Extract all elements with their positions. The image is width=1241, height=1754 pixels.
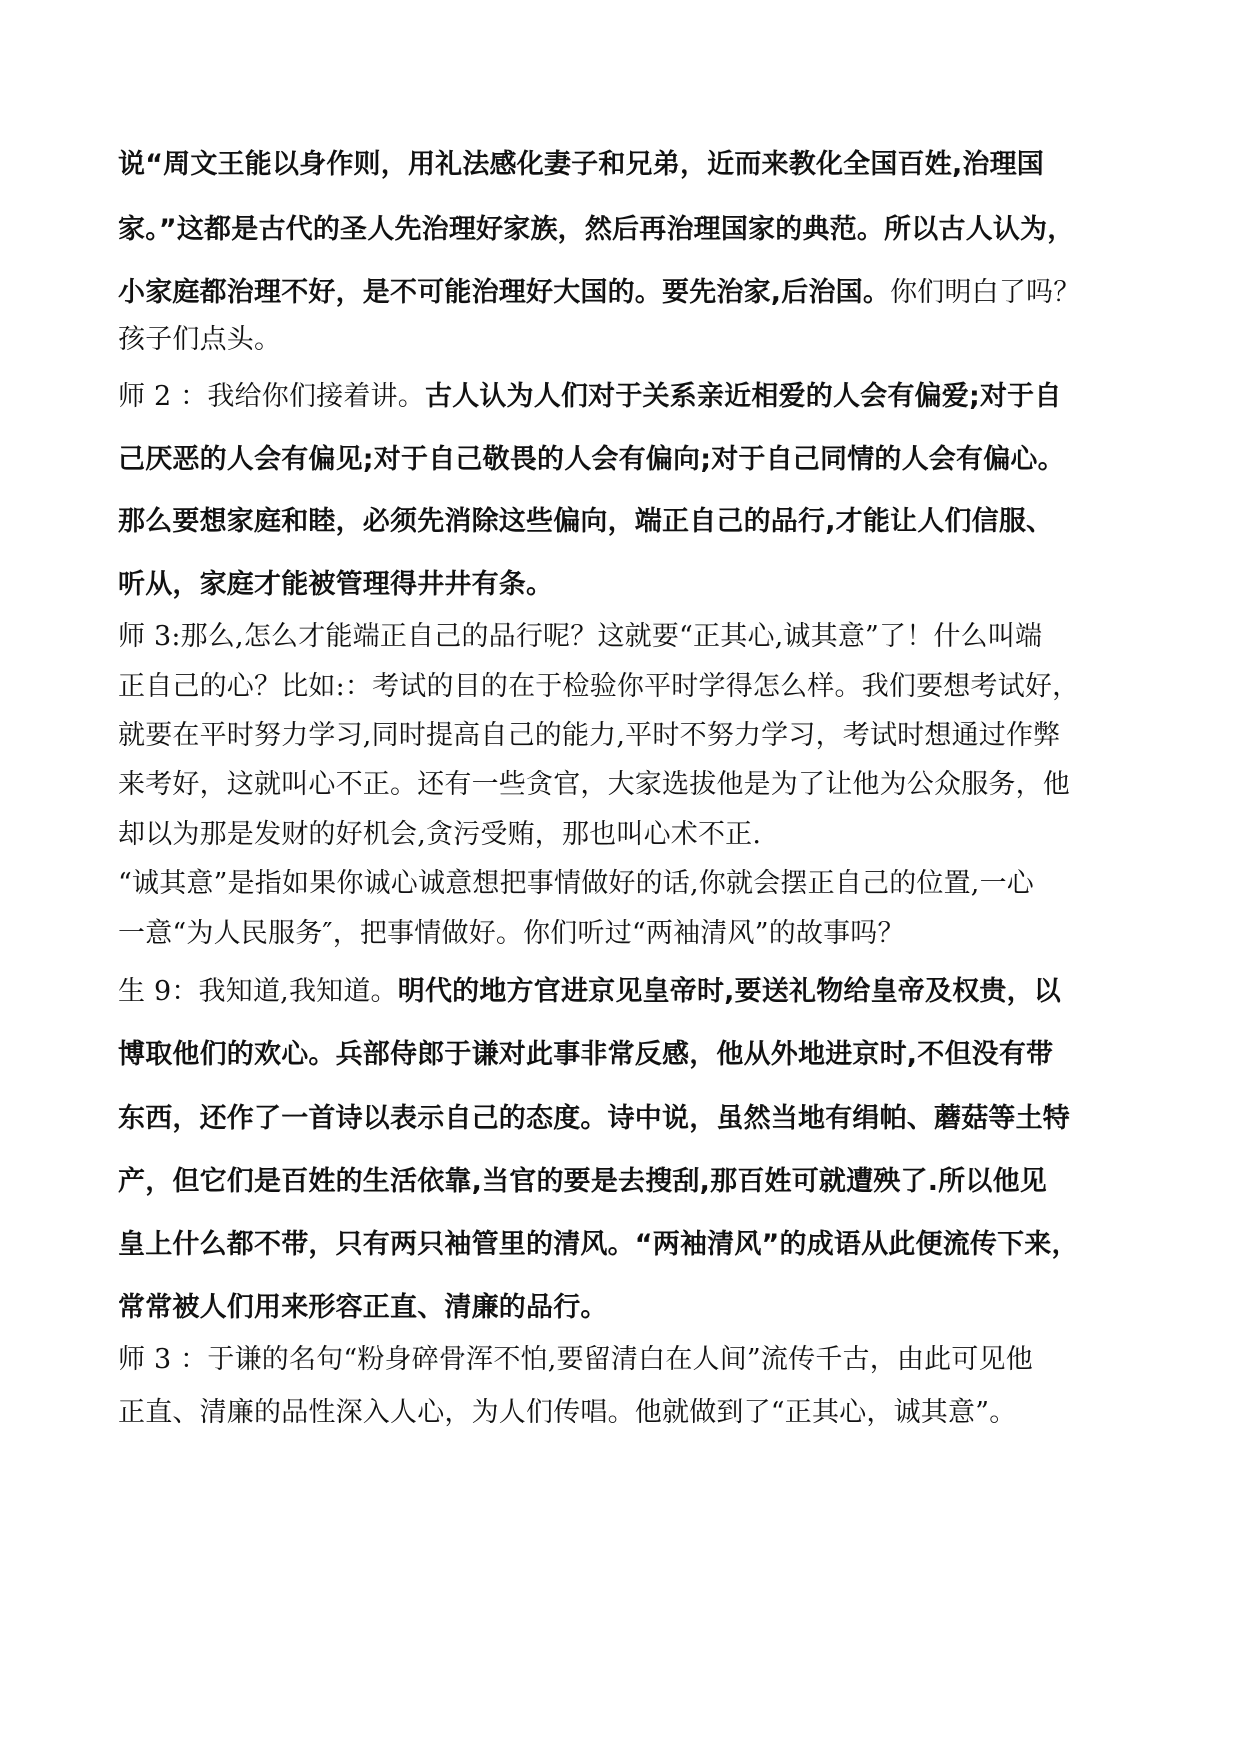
bold-text: 古人认为人们对于关系亲近相爱的人会有偏爱;对于自 [424, 381, 1062, 412]
text-line-14 [118, 864, 1128, 904]
bold-text: 己厌恶的人会有偏见;对于自己敬畏的人会有偏向;对于自己同情的人会有偏心。 [118, 444, 1065, 475]
regular-text: 却以为那是发财的好机会,贪污受贿，那也叫心术不正. [118, 819, 762, 850]
regular-text: 师 3 ：于谦的名句“粉身碎骨浑不怕,要留清白在人间”流传千古，由此可见他 [118, 1344, 1033, 1375]
regular-text: 生 9：我知道,我知道。 [118, 976, 398, 1007]
text-line-8 [118, 565, 1128, 605]
text-line-18 [118, 1099, 1128, 1139]
text-line-3 [118, 273, 1128, 313]
regular-text: 师 3:那么,怎么才能端正自己的品行呢？这就要“正其心,诚其意”了！什么叫端 [118, 621, 1043, 652]
bold-text: 明代的地方官进京见皇帝时,要送礼物给皇帝及权贵，以 [397, 976, 1062, 1007]
text-line-9 [118, 617, 1128, 657]
bold-text: 产，但它们是百姓的生活依靠,当官的要是去搜刮,那百姓可就遭殃了.所以他见 [118, 1166, 1047, 1197]
text-line-17 [118, 1035, 1128, 1075]
text-line-12 [118, 765, 1128, 805]
text-line-21 [118, 1288, 1128, 1328]
text-line-2 [118, 210, 1128, 250]
text-line-5 [118, 377, 1128, 417]
regular-text: 一意“为人民服务″，把事情做好。你们听过“两袖清风”的故事吗？ [118, 918, 905, 949]
bold-text: 小家庭都治理不好，是不可能治理好大国的。要先治家,后治国。 [118, 277, 891, 308]
bold-text: 常常被人们用来形容正直、清廉的品行。 [118, 1292, 608, 1323]
text-line-11 [118, 716, 1128, 756]
text-line-10 [118, 667, 1128, 707]
regular-text: 就要在平时努力学习,同时提高自己的能力,平时不努力学习，考试时想通过作弊 [118, 720, 1061, 751]
bold-text: 东西，还作了一首诗以表示自己的态度。诗中说，虽然当地有绢帕、蘑菇等土特 [118, 1103, 1070, 1134]
regular-text: 孩子们点头。 [118, 324, 282, 355]
regular-text: 师 2 ：我给你们接着讲。 [118, 381, 425, 412]
text-line-7 [118, 502, 1128, 542]
regular-text: 你们明白了吗？ [890, 277, 1081, 308]
bold-text: 听从，家庭才能被管理得井井有条。 [118, 569, 554, 600]
regular-text: 正直、清廉的品性深入人心，为人们传唱。他就做到了“正其心，诚其意”。 [118, 1397, 1017, 1428]
bold-text: 博取他们的欢心。兵部侍郎于谦对此事非常反感，他从外地进京时,不但没有带 [118, 1039, 1054, 1070]
text-line-22 [118, 1340, 1128, 1380]
text-line-1 [118, 145, 1128, 185]
text-line-16 [118, 972, 1128, 1012]
text-line-13 [118, 815, 1128, 855]
bold-text: 皇上什么都不带，只有两只袖管里的清风。“两袖清风”的成语从此便流传下来， [118, 1229, 1079, 1260]
text-line-15 [118, 914, 1128, 954]
regular-text: “诚其意”是指如果你诚心诚意想把事情做好的话,你就会摆正自己的位置,一心 [118, 868, 1034, 899]
bold-text: 那么要想家庭和睦，必须先消除这些偏向，端正自己的品行,才能让人们信服、 [118, 506, 1054, 537]
text-line-20 [118, 1225, 1128, 1265]
text-line-19 [118, 1162, 1128, 1202]
text-line-6 [118, 440, 1128, 480]
bold-text: 家。”这都是古代的圣人先治理好家族，然后再治理国家的典范。所以古人认为， [118, 214, 1075, 245]
text-line-23 [118, 1393, 1128, 1433]
regular-text: 正自己的心？比如:：考试的目的在于检验你平时学得怎么样。我们要想考试好， [118, 671, 1080, 702]
text-line-4 [118, 320, 1128, 360]
regular-text: 来考好，这就叫心不正。还有一些贪官，大家选拔他是为了让他为公众服务，他 [118, 769, 1070, 800]
bold-text: 说“周文王能以身作则，用礼法感化妻子和兄弟，近而来教化全国百姓,治理国 [118, 149, 1045, 180]
